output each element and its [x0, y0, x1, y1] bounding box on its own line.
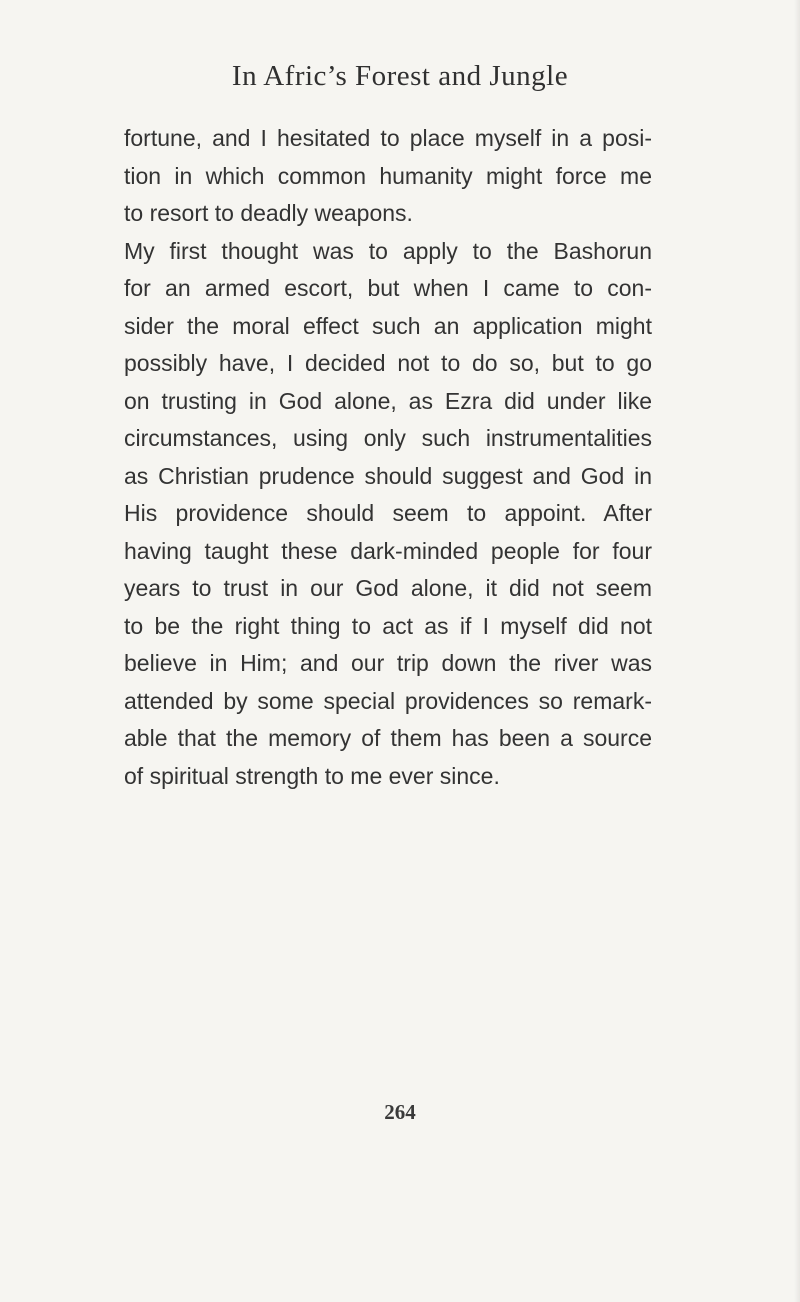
text-line: My first thought was to apply to the Bashorun: [124, 237, 652, 264]
text-line: of spiritual strength to me ever since.: [124, 762, 500, 789]
text-line: fortune, and I hesitated to place myself in a posi-: [124, 125, 652, 151]
text-line: for an armed escort, but when I came to con-: [124, 275, 652, 301]
text-line: possibly have, I decided not to do so, but to go: [124, 350, 652, 376]
text-line: on trusting in God alone, as Ezra did under like: [124, 387, 652, 414]
text-line: as Christian prudence should suggest and God in: [124, 462, 652, 489]
text-line: circumstances, using only such instrumentalities: [124, 425, 652, 451]
text-line: believe in Him; and our trip down the river was: [124, 650, 652, 676]
text-line: His providence should seem to appoint. After: [124, 500, 652, 526]
text-line: to resort to deadly weapons.: [124, 200, 413, 226]
text-line: able that the memory of them has been a source: [124, 725, 652, 751]
page-edge-shadow: [794, 0, 800, 1302]
text-line: sider the moral effect such an application might: [124, 312, 652, 339]
text-line: tion in which common humanity might force me: [124, 162, 652, 189]
text-line: having taught these dark-minded people for four: [124, 537, 652, 564]
text-line: attended by some special providences so remark-: [124, 687, 652, 714]
page-number: 264: [384, 1100, 416, 1124]
running-head: In Afric’s Forest and Jungle: [231, 60, 569, 92]
text-line: years to trust in our God alone, it did not seem: [124, 575, 652, 601]
text-line: to be the right thing to act as if I myself did not: [124, 612, 652, 639]
body-text: [124, 120, 652, 795]
